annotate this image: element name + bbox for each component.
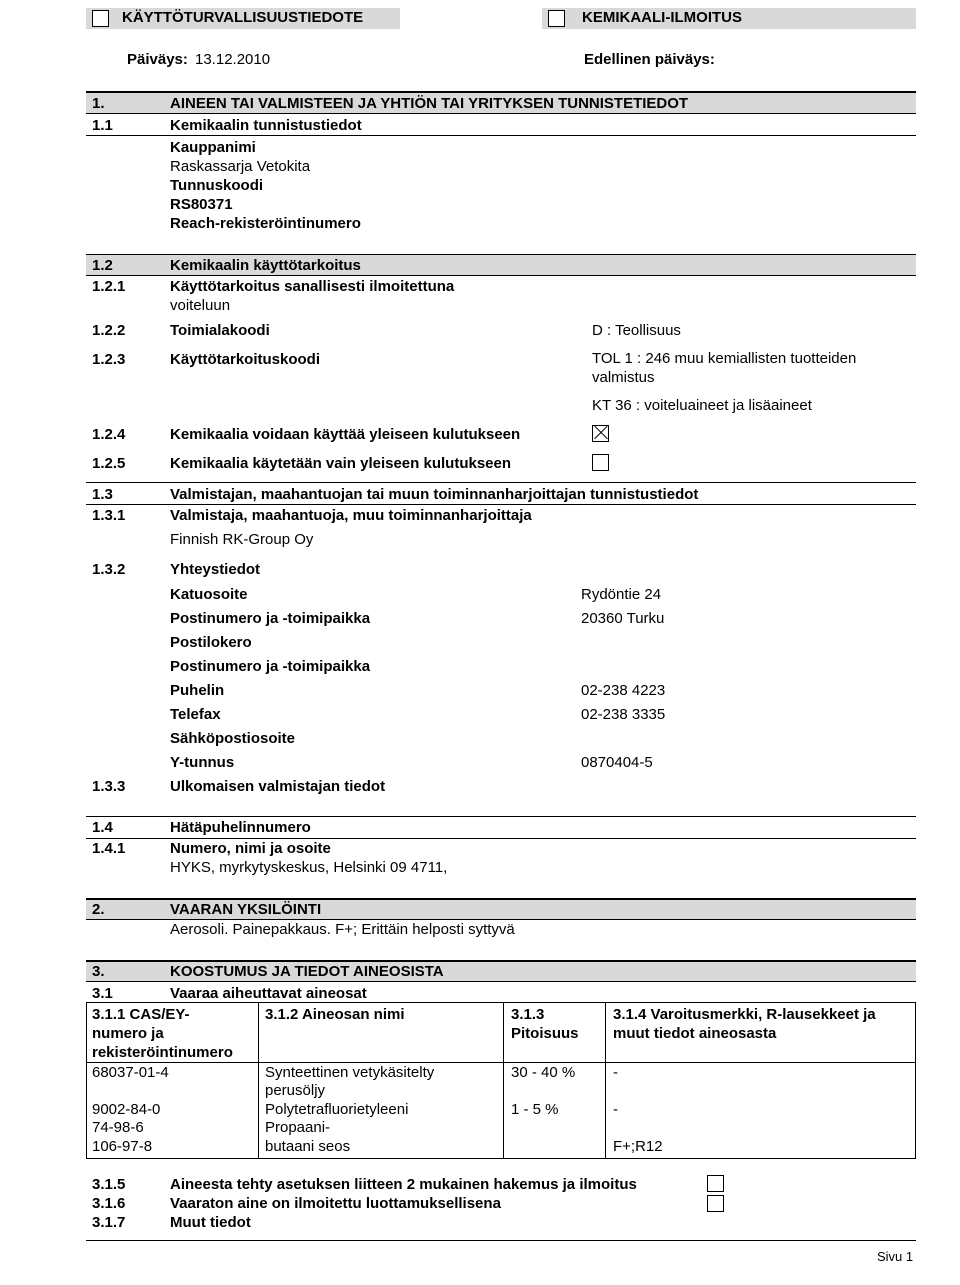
contact-label: Postinumero ja -toimipaikka bbox=[170, 658, 371, 675]
consumer-use-checkbox-checked[interactable] bbox=[592, 425, 609, 442]
section-1-2-2-value: D : Teollisuus bbox=[592, 322, 681, 339]
concentration: 30 - 40 % bbox=[511, 1064, 576, 1081]
section-1-2-3-number: 1.2.3 bbox=[92, 351, 126, 368]
hazard-identification-text: Aerosoli. Painepakkaus. F+; Erittäin helposti syttyvä bbox=[170, 921, 515, 938]
contact-label: Postilokero bbox=[170, 634, 252, 651]
section-1-2-1-value: voiteluun bbox=[170, 297, 231, 314]
date-label: Päiväys: bbox=[127, 51, 188, 68]
ingredients-table bbox=[86, 1003, 916, 1159]
cas-number: 106-97-8 bbox=[92, 1138, 153, 1155]
date-value: 13.12.2010 bbox=[195, 51, 271, 68]
section-1-3-3-title: Ulkomaisen valmistajan tiedot bbox=[170, 778, 386, 795]
section-3-1-title: Vaaraa aiheuttavat aineosat bbox=[170, 985, 367, 1002]
concentration: 1 - 5 % bbox=[511, 1101, 559, 1118]
confidential-checkbox[interactable] bbox=[707, 1195, 724, 1212]
table-col-divider bbox=[258, 1003, 259, 1159]
section-1-2-3-title: Käyttötarkoituskoodi bbox=[170, 351, 321, 368]
trade-name-value: Raskassarja Vetokita bbox=[170, 158, 311, 175]
section-1-title: AINEEN TAI VALMISTEEN JA YHTIÖN TAI YRITYKSEN TUNNISTETIEDOT bbox=[170, 95, 689, 112]
section-3-1-5-number: 3.1.5 bbox=[92, 1176, 126, 1193]
contact-label: Puhelin bbox=[170, 682, 225, 699]
section-1-4-number: 1.4 bbox=[92, 819, 113, 836]
section-1-2-1-title: Käyttötarkoitus sanallisesti ilmoitettuna bbox=[170, 278, 455, 295]
section-1-4-1-title: Numero, nimi ja osoite bbox=[170, 840, 331, 857]
section-3-1-7-number: 3.1.7 bbox=[92, 1214, 126, 1231]
hazard-symbol: F+;R12 bbox=[613, 1138, 663, 1155]
contact-label: Postinumero ja -toimipaikka bbox=[170, 610, 371, 627]
previous-date-label: Edellinen päiväys: bbox=[584, 51, 715, 68]
section-3-1-number: 3.1 bbox=[92, 985, 113, 1002]
table-header-rule bbox=[86, 1062, 916, 1063]
section-1-3-3-number: 1.3.3 bbox=[92, 778, 126, 795]
table-header-concentration: Pitoisuus bbox=[511, 1025, 579, 1042]
section-3-1-6-title: Vaaraton aine on ilmoitettu luottamuksellisena bbox=[170, 1195, 501, 1212]
section-1-2-2-title: Toimialakoodi bbox=[170, 322, 270, 339]
section-1-4-1-number: 1.4.1 bbox=[92, 840, 126, 857]
section-1-2-5-number: 1.2.5 bbox=[92, 455, 126, 472]
contact-label: Katuosoite bbox=[170, 586, 248, 603]
footer-rule bbox=[86, 1240, 916, 1241]
section-3-1-5-title: Aineesta tehty asetuksen liitteen 2 mukainen hakemus ja ilmoitus bbox=[170, 1176, 637, 1193]
chemical-notice-checkbox[interactable] bbox=[548, 10, 565, 27]
section-1-2-title: Kemikaalin käyttötarkoitus bbox=[170, 257, 361, 274]
safety-sheet-checkbox[interactable] bbox=[92, 10, 109, 27]
section-1-2-5-title: Kemikaalia käytetään vain yleiseen kulutukseen bbox=[170, 455, 512, 472]
section-1-3-number: 1.3 bbox=[92, 486, 113, 503]
table-header-symbols: muut tiedot aineosasta bbox=[613, 1025, 777, 1042]
section-1-4-title: Hätäpuhelinnumero bbox=[170, 819, 311, 836]
contact-value: 20360 Turku bbox=[581, 610, 665, 627]
annex-application-checkbox[interactable] bbox=[707, 1175, 724, 1192]
section-1-1-number: 1.1 bbox=[92, 117, 113, 134]
contact-label: Telefax bbox=[170, 706, 221, 723]
cas-number: 9002-84-0 bbox=[92, 1101, 161, 1118]
section-1-2-3-value-1a: TOL 1 : 246 muu kemiallisten tuotteiden bbox=[592, 350, 857, 367]
page-number: Sivu 1 bbox=[877, 1249, 914, 1264]
table-col-divider bbox=[605, 1003, 606, 1159]
section-3-1-6-number: 3.1.6 bbox=[92, 1195, 126, 1212]
contact-value: 02-238 3335 bbox=[581, 706, 666, 723]
section-1-3-1-title: Valmistaja, maahantuoja, muu toiminnanharjoittaja bbox=[170, 507, 532, 524]
hazard-symbol: - bbox=[613, 1064, 618, 1081]
section-3-number: 3. bbox=[92, 963, 105, 980]
id-code-value: RS80371 bbox=[170, 196, 233, 213]
ingredient-name: Synteettinen vetykäsitelty bbox=[265, 1064, 435, 1081]
table-header-cas: numero ja bbox=[92, 1025, 164, 1042]
table-col-divider bbox=[503, 1003, 504, 1159]
contact-value: 02-238 4223 bbox=[581, 682, 666, 699]
id-code-label: Tunnuskoodi bbox=[170, 177, 264, 194]
section-1-2-3-value-2: KT 36 : voiteluaineet ja lisäaineet bbox=[592, 397, 812, 414]
section-1-2-1-number: 1.2.1 bbox=[92, 278, 126, 295]
ingredient-name: Polytetrafluorietyleeni bbox=[265, 1101, 409, 1118]
section-1-1-title: Kemikaalin tunnistustiedot bbox=[170, 117, 362, 134]
reach-label: Reach-rekisteröintinumero bbox=[170, 215, 361, 232]
section-1-number: 1. bbox=[92, 95, 105, 112]
section-3-1-7-title: Muut tiedot bbox=[170, 1214, 251, 1231]
header-right-title: KEMIKAALI-ILMOITUS bbox=[582, 9, 742, 26]
section-1-3-2-number: 1.3.2 bbox=[92, 561, 126, 578]
trade-name-label: Kauppanimi bbox=[170, 139, 256, 156]
ingredient-name: perusöljy bbox=[265, 1082, 326, 1099]
section-1-3-2-title: Yhteystiedot bbox=[170, 561, 261, 578]
contact-value: Rydöntie 24 bbox=[581, 586, 662, 603]
table-header-cas: 3.1.1 CAS/EY- bbox=[92, 1006, 190, 1023]
section-1-2-number: 1.2 bbox=[92, 257, 113, 274]
ingredient-name: butaani seos bbox=[265, 1138, 351, 1155]
contact-label: Sähköpostiosoite bbox=[170, 730, 296, 747]
header-left-title: KÄYTTÖTURVALLISUUSTIEDOTE bbox=[122, 9, 364, 26]
table-header-concentration: 3.1.3 bbox=[511, 1006, 545, 1023]
section-3-title: KOOSTUMUS JA TIEDOT AINEOSISTA bbox=[170, 963, 444, 980]
consumer-only-checkbox[interactable] bbox=[592, 454, 609, 471]
table-header-symbols: 3.1.4 Varoitusmerkki, R-lausekkeet ja bbox=[613, 1006, 876, 1023]
cas-number: 68037-01-4 bbox=[92, 1064, 169, 1081]
emergency-contact-value: HYKS, myrkytyskeskus, Helsinki 09 4711, bbox=[170, 859, 448, 876]
section-1-3-1-number: 1.3.1 bbox=[92, 507, 126, 524]
contact-value: 0870404-5 bbox=[581, 754, 653, 771]
section-1-3-title: Valmistajan, maahantuojan tai muun toiminnanharjoittajan tunnistustiedot bbox=[170, 486, 699, 503]
section-2-title: VAARAN YKSILÖINTI bbox=[170, 901, 322, 918]
section-1-2-4-title: Kemikaalia voidaan käyttää yleiseen kulutukseen bbox=[170, 426, 521, 443]
table-header-name: 3.1.2 Aineosan nimi bbox=[265, 1006, 405, 1023]
section-1-2-3-value-1b: valmistus bbox=[592, 369, 655, 386]
ingredient-name: Propaani- bbox=[265, 1119, 331, 1136]
section-2-number: 2. bbox=[92, 901, 105, 918]
section-1-2-4-number: 1.2.4 bbox=[92, 426, 126, 443]
company-name: Finnish RK-Group Oy bbox=[170, 531, 314, 548]
hazard-symbol: - bbox=[613, 1101, 618, 1118]
cas-number: 74-98-6 bbox=[92, 1119, 144, 1136]
section-1-2-2-number: 1.2.2 bbox=[92, 322, 126, 339]
contact-label: Y-tunnus bbox=[170, 754, 235, 771]
table-header-cas: rekisteröintinumero bbox=[92, 1044, 233, 1061]
